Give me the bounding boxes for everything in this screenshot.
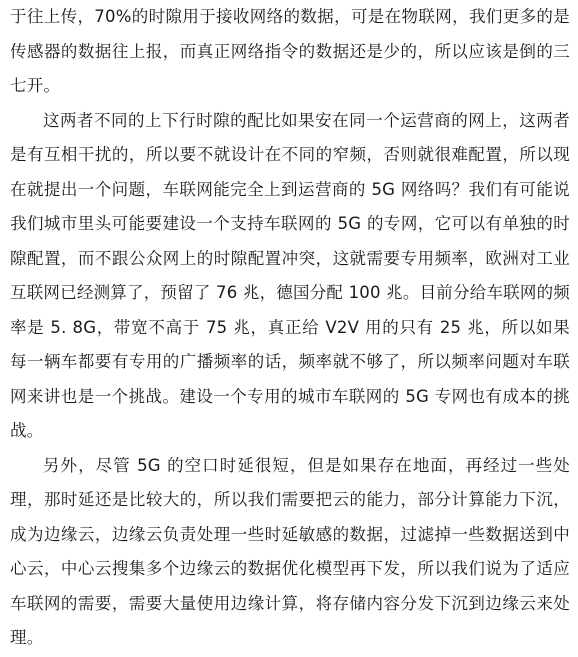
paragraph-edge-computing: 另外，尽管 5G 的空口时延很短，但是如果存在地面，再经过一些处理，那时延还是比较大的，所以我们需要把云的能力，部分计算能力下沉，成为边缘云，边缘云负责处理一些时延敏感的数据，过滤掉一些数据送到中心云，中心云搜集多个边缘云的数据优化模型再下发，所以我们说为了适应车联网的需要，需要大量使用边缘计算，将存储内容分发下沉到边缘云来处理。 — [10, 455, 570, 647]
paragraph-uplink-downlink: 这两者不同的上下行时隙的配比如果安在同一个运营商的网上，这两者是有互相干扰的，所以要不就设计在不同的窄频，否则就很难配置，所以现在就提出一个问题，车联网能完全上到运营商的 5G 网络吗？我们有可能说我们城市里头可能要建设一个支持车联网的 5G 的专网，它可以有单独的时隙配置，而不跟公众网上的时隙配置冲突，这就需要专用频率，欧洲对工业互联网已经测算了，预留了 76 兆，德国分配 100 兆。目前分给车联网的频率是 5. 8G，带宽不高于 75 兆，真正给 V2V 用的只有 25 兆，所以如果每一辆车都要有专用的广播频率的话，频率就不够了，所以频率问题对车联网来讲也是一个挑战。建设一个专用的城市车联网的 5G 专网也有成本的挑战。 — [10, 110, 570, 440]
paragraph-continuation: 于往上传，70%的时隙用于接收网络的数据，可是在物联网，我们更多的是传感器的数据往上报，而真正网络指令的数据还是少的，所以应该是倒的三七开。 — [10, 7, 570, 95]
